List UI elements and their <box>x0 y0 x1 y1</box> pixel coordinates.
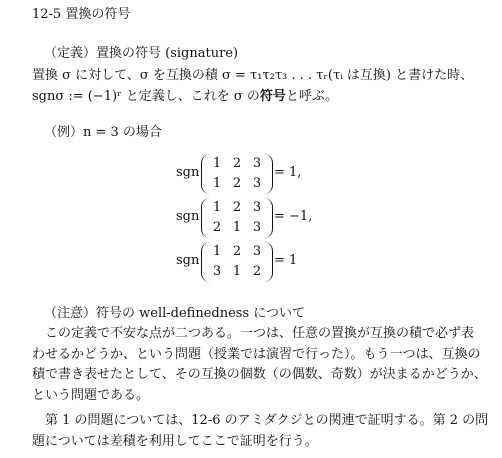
sgn-label: sgn <box>176 253 200 268</box>
note-paragraph-line: 題については差積を利用してここで証明を行う。 <box>32 434 318 449</box>
matrix-cell: 2 <box>212 220 222 235</box>
definition-line-2-post: と呼ぶ。 <box>285 89 339 104</box>
sgn-result: = −1, <box>274 209 313 224</box>
matrix-cell: 1 <box>232 264 242 279</box>
matrix-cell: 2 <box>232 200 242 215</box>
right-paren <box>264 154 273 194</box>
matrix-cell: 1 <box>212 156 222 171</box>
matrix-cell: 3 <box>252 176 262 191</box>
matrix-cell: 3 <box>212 264 222 279</box>
matrix-cell: 3 <box>252 156 262 171</box>
note-paragraph-line: 積で書き表せたとして、その互換の個数（の偶数、奇数）が決まるかどうか、 <box>32 367 487 382</box>
definition-term-bold: 符号 <box>259 89 286 104</box>
matrix-cell: 3 <box>252 200 262 215</box>
sgn-result: = 1, <box>274 165 302 180</box>
right-paren <box>264 198 273 238</box>
matrix-cell: 1 <box>212 244 222 259</box>
left-paren <box>201 242 210 282</box>
matrix-cell: 2 <box>252 264 262 279</box>
definition-line-1: 置換 σ に対して、σ を互換の積 σ = τ₁τ₂τ₃ . . . τᵣ(τᵢ は互換) と書けた時、 <box>32 68 474 83</box>
matrix-cell: 3 <box>252 244 262 259</box>
left-paren <box>201 154 210 194</box>
definition-line-2 <box>32 89 338 105</box>
permutation-matrix <box>201 242 273 282</box>
permutation-matrix <box>201 198 273 238</box>
matrix-cell: 3 <box>252 220 262 235</box>
note-paragraph-line: 第 1 の問題については、12-6 のアミダクジとの関連で証明する。第 2 の問 <box>32 413 489 428</box>
note-paragraph-line: わせるかどうか、という問題（授業では演習で行った）。もう一つは、互換の <box>32 347 481 362</box>
sgn-label: sgn <box>176 165 200 180</box>
note-paragraph-line: この定義で不安な点が二つある。一つは、任意の置換が互換の積で必ず表 <box>32 326 475 341</box>
left-paren <box>201 198 210 238</box>
sgn-label: sgn <box>176 209 200 224</box>
section-title: 12-5 置換の符号 <box>32 7 131 22</box>
note-heading: （注意）符号の well-definedness について <box>44 306 306 321</box>
right-paren <box>264 242 273 282</box>
sgn-result: = 1 <box>274 253 298 268</box>
matrix-cell: 2 <box>232 244 242 259</box>
matrix-cell: 1 <box>212 176 222 191</box>
matrix-cell: 2 <box>232 156 242 171</box>
definition-heading: （定義）置換の符号 (signature) <box>44 46 239 61</box>
definition-line-2-pre: sgnσ := (−1)ʳ と定義し、これを σ の <box>32 89 260 104</box>
matrix-cell: 1 <box>212 200 222 215</box>
example-heading: （例）n = 3 の場合 <box>44 125 162 140</box>
permutation-matrix <box>201 154 273 194</box>
matrix-cell: 2 <box>232 176 242 191</box>
note-paragraph-line: という問題である。 <box>32 388 150 403</box>
matrix-cell: 1 <box>232 220 242 235</box>
